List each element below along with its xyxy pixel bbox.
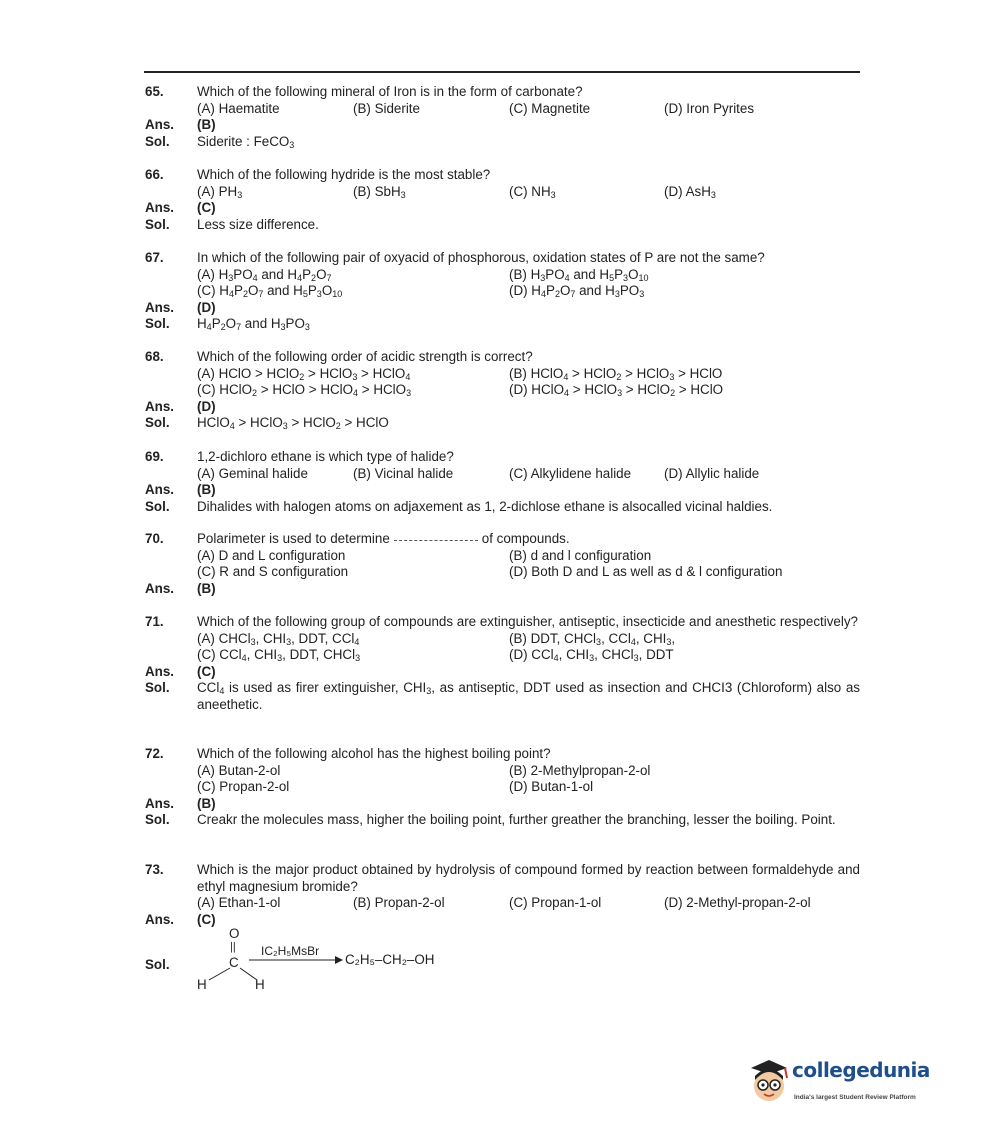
answer: (B) [197,795,216,811]
answer-label: Ans. [145,299,175,315]
question-text: 1,2-dichloro ethane is which type of halide? [197,449,454,464]
double-bond: || [230,941,236,953]
solution: HClO$_4$ > HClO$_3$ > HClO$_2$ > HClO [197,415,389,431]
question-number: 70. [145,531,164,546]
answer: (C) [197,911,216,927]
question-number: 69. [145,449,164,464]
option-d: (D) 2-Methyl-propan-2-ol [664,895,811,910]
answer: (B) [197,117,216,132]
carbon-atom: C [229,955,239,970]
option-a: (A) D and L configuration [197,547,346,563]
question-71 [145,614,860,713]
answer-label: Ans. [145,795,175,811]
option-d: (D) Iron Pyrites [664,100,755,116]
question-69 [145,449,860,515]
answer: (C) [197,200,216,215]
reagent: IC₂H₅MsBr [261,944,320,958]
option-c: (C) R and S configuration [197,564,349,579]
question-text: Which of the following group of compounds are extinguisher, antiseptic, insecticide and anesthetic respectively? [197,614,858,629]
question-text: Polarimeter is used to determine of compounds. [197,531,570,546]
question-65 [145,84,860,150]
top-rule [144,71,860,73]
option-c: (C) $NH_3$ [509,183,556,200]
answer: (D) [197,299,216,315]
solution-label: Sol. [145,812,170,827]
option-c: (C) CCl$_4$, $CHI_3$, DDT, CHCl$_3$ [197,647,361,663]
option-a: (A) HClO > HClO$_2$ > HClO$_3$ > HClO$_4$ [197,365,411,382]
question-text: In which of the following pair of oxyacid of phosphorous, oxidation states of P are not the same? [197,250,765,265]
answer: (D) [197,398,216,414]
option-b: (B) d and l configuration [509,547,652,563]
question-70 [145,531,860,597]
option-c: (C) Magnetite [509,100,591,116]
question-number: 67. [145,250,164,265]
answer: (C) [197,663,216,679]
option-b: (B) $H_3PO_4$ and $H_5P_3O_{10}$ [509,266,649,283]
answer-label: Ans. [145,663,175,679]
answer-label: Ans. [145,117,175,132]
question-text: Which is the major product obtained by hydrolysis of compound formed by reaction between formaldehyde and ethyl magnesium bromide? [197,862,860,894]
solution: Creakr the molecules mass, higher the boiling point, further greather the branching, lesser the boiling. Point. [197,812,836,827]
option-d: (D) Both D and L as well as d & l configuration [509,564,783,579]
solution-label: Sol. [145,316,170,331]
answer-label: Ans. [145,398,175,414]
option-c: (C) Alkylidene halide [509,465,632,481]
option-c: (C) Propan-1-ol [509,895,602,910]
question-text: Which of the following mineral of Iron is in the form of carbonate? [197,84,583,99]
answer-label: Ans. [145,200,175,215]
option-b: (B) SbH$_3$ [353,183,406,200]
solution-label: Sol. [145,957,170,972]
question-text: Which of the following alcohol has the highest boiling point? [197,746,551,761]
question-number: 71. [145,614,164,629]
question-68 [145,349,860,432]
solution: Siderite : FeCO$_3$ [197,133,295,150]
solution-label: Sol. [145,133,170,149]
question-text: Which of the following order of acidic strength is correct? [197,349,533,364]
solution-label: Sol. [145,216,170,232]
brand-name: collegedunia [792,1058,930,1082]
option-b: (B) 2-Methylpropan-2-ol [509,762,651,778]
arrow-icon [335,956,343,964]
option-b: (B) Propan-2-ol [353,895,445,910]
option-b: (B) DDT, CHCl$_3$, CCl$_4$, $CHI_3$, [509,630,676,647]
option-a: (A) $H_3PO_4$ and $H_4P_2O_7$ [197,266,332,283]
answer: (B) [197,482,216,497]
oxygen-atom: O [229,926,240,941]
solution-label: Sol. [145,498,170,514]
option-c: (C) $H_4P_2O_7$ and $H_5P_3O_{10}$ [197,283,343,299]
question-73 [145,862,860,928]
answer-label: Ans. [145,482,175,497]
option-d: (D) CCl$_4$, $CHI_3$, CHCl$_3$, DDT [509,647,674,663]
question-number: 66. [145,167,164,182]
question-number: 72. [145,746,164,761]
solution-label: Sol. [145,680,170,695]
option-b: (B) Siderite [353,100,420,116]
solution-label: Sol. [145,415,170,430]
option-d: (D) Butan-1-ol [509,779,594,794]
option-a: (A) CHCl$_3$, $CHI_3$, DDT, CCl$_4$ [197,630,360,647]
option-a: (A) Butan-2-ol [197,762,281,778]
solution: CCl$_4$ is used as firer extinguisher, $CHI_3$, as antiseptic, DDT used as insection and CHCI3 (Chloroform) also as aneethetic. [197,680,860,712]
solution: Less size difference. [197,216,319,232]
reaction-diagram [195,926,455,996]
answer: (B) [197,580,216,596]
question-67 [145,250,860,333]
option-b: (B) Vicinal halide [353,465,454,481]
option-d: (D) HClO$_4$ > HClO$_3$ > HClO$_2$ > HClO [509,382,724,398]
brand-tagline: India's largest Student Review Platform [794,1094,916,1101]
hydrogen-atom-left: H [197,977,207,992]
hydrogen-atom-right: H [255,977,265,992]
option-a: (A) Haematite [197,100,280,116]
question-text: Which of the following hydride is the most stable? [197,167,491,182]
option-c: (C) Propan-2-ol [197,779,290,794]
product: C₂H₅–CH₂–OH [345,952,435,967]
question-number: 73. [145,862,164,877]
solution: $H_4P_2O_7$ and $H_3PO_3$ [197,316,310,332]
question-number: 68. [145,349,164,364]
option-a: (A) $PH_3$ [197,183,243,200]
question-66 [145,167,860,233]
collegedunia-logo [745,1054,930,1109]
answer-label: Ans. [145,580,175,596]
option-c: (C) HClO$_2$ > HClO > HClO$_4$ > HClO$_3$ [197,382,412,398]
option-a: (A) Geminal halide [197,465,308,481]
option-d: (D) AsH$_3$ [664,183,716,200]
answer-label: Ans. [145,911,175,927]
question-number: 65. [145,84,164,99]
solution: Dihalides with halogen atoms on adjaxement as 1, 2-dichlose ethane is alsocalled vicinal haldies. [197,498,773,514]
fill-blank [394,540,478,541]
question-72 [145,746,860,829]
option-a: (A) Ethan-1-ol [197,895,281,910]
mascot-icon [745,1056,791,1106]
option-d: (D) Allylic halide [664,465,760,481]
option-d: (D) $H_4P_2O_7$ and $H_3PO_3$ [509,283,645,299]
option-b: (B) HClO$_4$ > HClO$_2$ > HClO$_3$ > HClO [509,365,723,382]
